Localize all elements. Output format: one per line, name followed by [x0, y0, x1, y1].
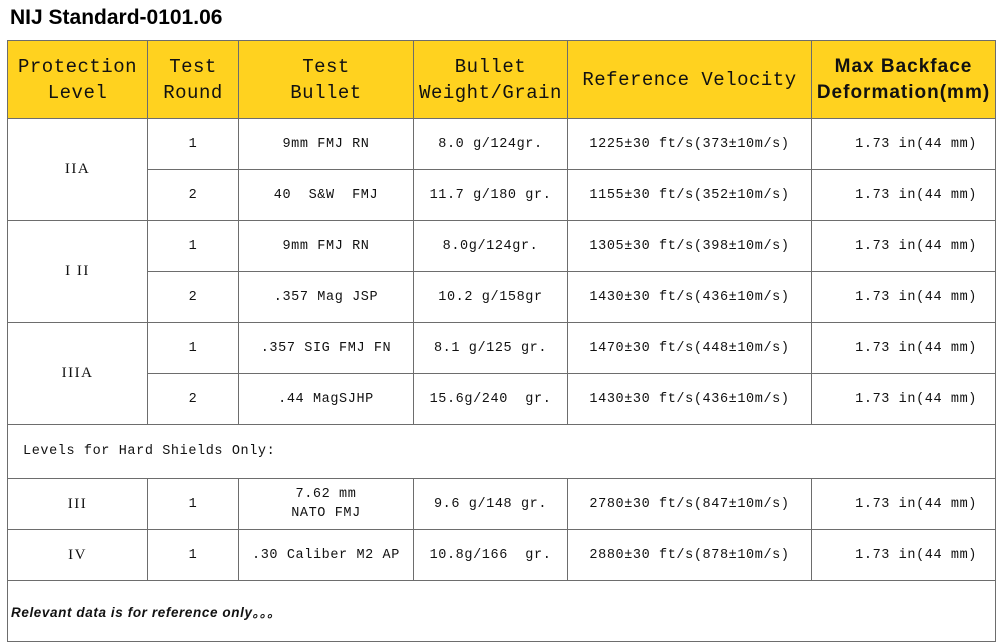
bullet-cell: .357 Mag JSP	[239, 272, 414, 323]
bullet-cell: 7.62 mm NATO FMJ	[239, 479, 414, 530]
round-cell: 1	[148, 323, 239, 374]
header-row	[8, 41, 996, 119]
hard-shields-label: Levels for Hard Shields Only:	[8, 425, 996, 479]
weight-cell: 10.8g/166 gr.	[414, 530, 568, 581]
round-cell: 2	[148, 374, 239, 425]
weight-cell: 10.2 g/158gr	[414, 272, 568, 323]
level-cell: III	[8, 479, 148, 530]
table-row	[8, 323, 996, 374]
bullet-cell: .30 Caliber M2 AP	[239, 530, 414, 581]
header-protection-level: Protection Level	[8, 41, 148, 119]
level-cell: IIIA	[8, 323, 148, 425]
velocity-cell: 1305±30 ft/s(398±10m/s)	[568, 221, 812, 272]
footer-note: Relevant data is for reference only。。。	[8, 581, 996, 642]
weight-cell: 8.0 g/124gr.	[414, 119, 568, 170]
weight-cell: 9.6 g/148 gr.	[414, 479, 568, 530]
round-cell: 1	[148, 119, 239, 170]
nij-standard-table	[7, 40, 996, 642]
table-row	[8, 479, 996, 530]
page-title: NIJ Standard-0101.06	[10, 6, 223, 29]
round-cell: 1	[148, 479, 239, 530]
bullet-cell: .44 MagSJHP	[239, 374, 414, 425]
velocity-cell: 1430±30 ft/s(436±10m/s)	[568, 272, 812, 323]
weight-cell: 11.7 g/180 gr.	[414, 170, 568, 221]
deformation-cell: 1.73 in(44 mm)	[812, 479, 996, 530]
table-row	[8, 221, 996, 272]
table-row	[8, 530, 996, 581]
header-reference-velocity: Reference Velocity	[568, 41, 812, 119]
velocity-cell: 2880±30 ft/s(878±10m/s)	[568, 530, 812, 581]
deformation-cell: 1.73 in(44 mm)	[812, 272, 996, 323]
header-bullet-weight: Bullet Weight/Grain	[414, 41, 568, 119]
weight-cell: 15.6g/240 gr.	[414, 374, 568, 425]
deformation-cell: 1.73 in(44 mm)	[812, 374, 996, 425]
deformation-cell: 1.73 in(44 mm)	[812, 119, 996, 170]
header-test-bullet: Test Bullet	[239, 41, 414, 119]
deformation-cell: 1.73 in(44 mm)	[812, 323, 996, 374]
level-cell: IV	[8, 530, 148, 581]
deformation-cell: 1.73 in(44 mm)	[812, 170, 996, 221]
bullet-cell: .357 SIG FMJ FN	[239, 323, 414, 374]
velocity-cell: 1155±30 ft/s(352±10m/s)	[568, 170, 812, 221]
bullet-cell: 9mm FMJ RN	[239, 221, 414, 272]
velocity-cell: 1470±30 ft/s(448±10m/s)	[568, 323, 812, 374]
footer-row	[8, 581, 996, 642]
header-max-backface-deformation: Max Backface Deformation(mm)	[812, 41, 996, 119]
round-cell: 1	[148, 221, 239, 272]
weight-cell: 8.0g/124gr.	[414, 221, 568, 272]
section-row	[8, 425, 996, 479]
round-cell: 2	[148, 272, 239, 323]
round-cell: 2	[148, 170, 239, 221]
header-test-round: Test Round	[148, 41, 239, 119]
velocity-cell: 1225±30 ft/s(373±10m/s)	[568, 119, 812, 170]
velocity-cell: 2780±30 ft/s(847±10m/s)	[568, 479, 812, 530]
weight-cell: 8.1 g/125 gr.	[414, 323, 568, 374]
table-row	[8, 170, 996, 221]
table-row	[8, 272, 996, 323]
bullet-cell: 40 S&W FMJ	[239, 170, 414, 221]
round-cell: 1	[148, 530, 239, 581]
table-row	[8, 119, 996, 170]
level-cell: IIA	[8, 119, 148, 221]
table-row	[8, 374, 996, 425]
bullet-cell: 9mm FMJ RN	[239, 119, 414, 170]
deformation-cell: 1.73 in(44 mm)	[812, 530, 996, 581]
velocity-cell: 1430±30 ft/s(436±10m/s)	[568, 374, 812, 425]
deformation-cell: 1.73 in(44 mm)	[812, 221, 996, 272]
level-cell: I II	[8, 221, 148, 323]
